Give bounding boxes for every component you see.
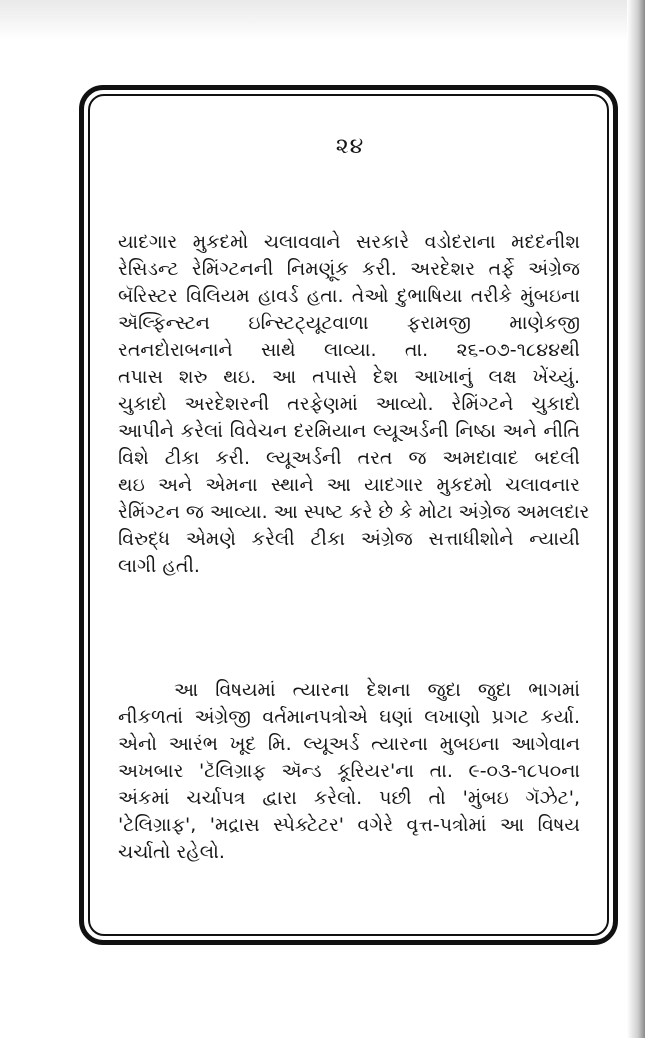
page-number: ૨૪ [335,134,365,159]
text-line: અખબાર 'ટૅલિગ્રાફ ઍન્ડ કૂરિયર'ના તા. ૯-૦૩-૧૮૫૦ના [118,760,580,782]
text-line: ચર્ચાતો રહેલો. [118,841,225,863]
text-line: રેસિડન્ટ રેમિંગ્ટનની નિમણૂંક કરી. અરદેશર તર્ફે અંગ્રેજ [118,258,580,280]
scan-shadow-top [0,0,645,40]
text-line: એનો આરંભ ખૂદ મિ. લ્યૂઅર્ડ ત્યારના મુબઇના આગેવાન [118,733,580,755]
text-line: બૅરિસ્ટર વિલિયમ હાવર્ડ હતા. તેઓ દુભાષિયા તરીકે મુંબઇના [118,285,580,307]
text-line: યાદગાર મુકદમો ચલાવવાને સરકારે વડોદરાના મદદનીશ [118,231,580,253]
text-line: આપીને કરેલાં વિવેચન દરમિયાન લ્યૂઅર્ડની નિષ્ઠા અને નીતિ [118,420,580,442]
text-line: રતનદોરાબનાને સાથે લાવ્યા. તા. ૨૬-૦૭-૧૮૪૪થી [118,339,580,361]
text-line: આ વિષયમાં ત્યારના દેશના જુદા જુદા ભાગમાં [174,679,580,701]
text-line: વિરુદ્ધ એમણે કરેલી ટીકા અંગ્રેજ સત્તાધીશોને ન્યાયી [118,528,580,550]
text-line: લાગી હતી. [118,555,200,577]
text-line: થઇ અને એમના સ્થાને આ યાદગાર મુકદમો ચલાવનાર [118,474,580,496]
text-line: નીકળતાં અંગ્રેજી વર્તમાનપત્રોએ ઘણાં લખાણો પ્રગટ કર્યા. [118,706,580,728]
text-line: તપાસ શરુ થઇ. આ તપાસે દેશ આખાનું લક્ષ ખેંચ્યું. [118,366,580,388]
text-line: વિશે ટીકા કરી. લ્યૂઅર્ડની તરત જ અમદાવાદ બદલી [118,447,580,469]
text-line: રેમિંગ્ટન જ આવ્યા. આ સ્પષ્ટ કરે છે કે મોટા અંગ્રેજ અમલદાર [118,501,590,523]
paragraph-1 [118,229,590,580]
text-line: 'ટેલિગ્રાફ', 'મદ્રાસ સ્પેક્ટેટર' વગેરે વૃત્ત-પત્રોમાં આ વિષય [118,814,580,836]
text-line: ઍલ્ફિન્સ્ટન ઇન્સ્ટિટ્યૂટવાળા ફરામજી માણેકજી [118,312,580,334]
paragraph-2 [118,677,580,866]
text-line: ચુકાદો અરદેશરની તરફેણમાં આવ્યો. રેમિંગ્ટને ચુકાદો [118,393,580,415]
text-line: અંકમાં ચર્ચાપત્ર દ્વારા કરેલો. પછી તો 'મુંબઇ ગૅઝેટ', [118,787,580,809]
